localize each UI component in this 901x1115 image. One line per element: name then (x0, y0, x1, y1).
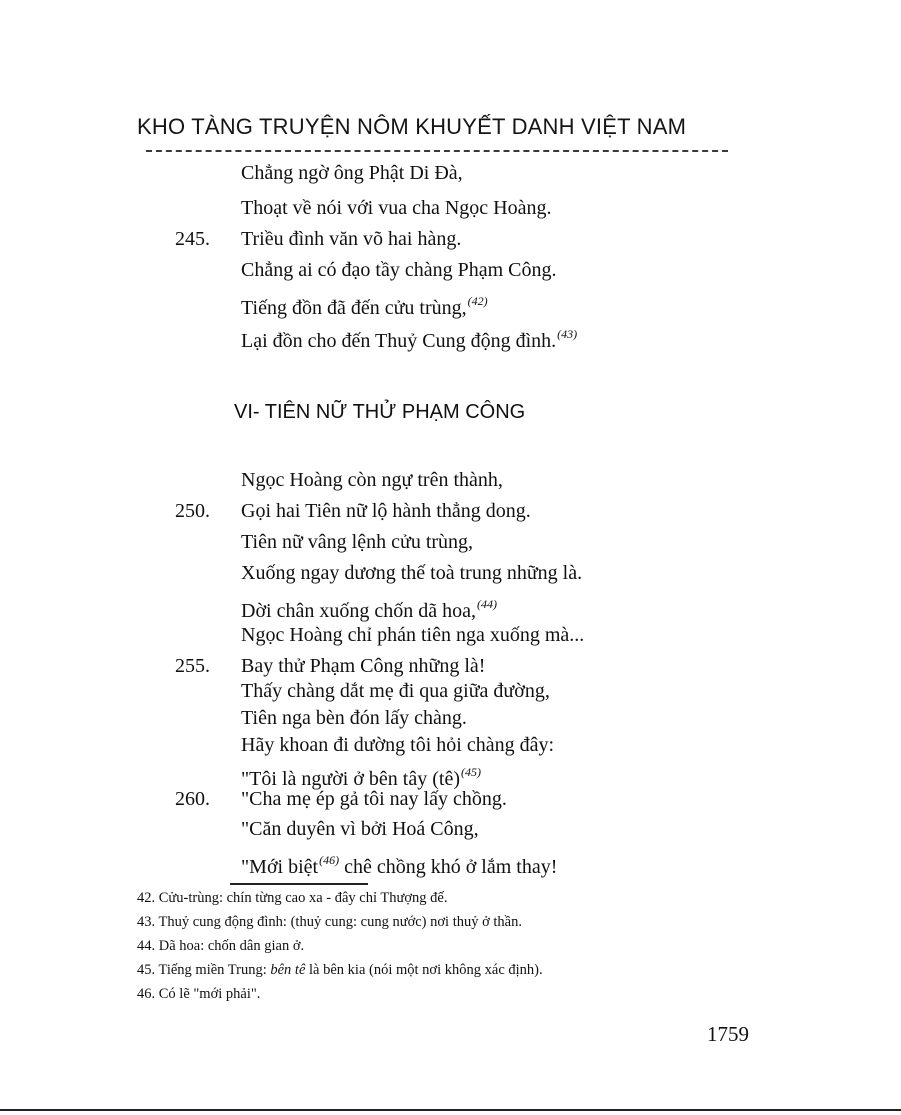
verse-line (0, 224, 901, 255)
footnote: 44. Dã hoa: chốn dân gian ở. (137, 938, 305, 954)
verse-line (0, 286, 901, 317)
verse-text: "Tôi là người ở bên tây (tê)$^{(45)}$ (241, 765, 481, 790)
verse-text: Chẳng ai có đạo tầy chàng Phạm Công. (241, 259, 557, 281)
verse-number: 260. (175, 788, 210, 810)
footnote-ref: (44) (476, 597, 497, 611)
verse-line (0, 527, 901, 558)
verse-text: Ngọc Hoàng còn ngự trên thành, (241, 469, 503, 491)
verse-text: Xuống ngay dương thế toà trung những là. (241, 562, 583, 584)
verse-line (0, 496, 901, 527)
verse-text: Triều đình văn võ hai hàng. (241, 228, 462, 250)
verse-text: Bay thử Phạm Công những là! (241, 655, 486, 677)
section-title: VI- TIÊN NỮ THỬ PHẠM CÔNG (234, 401, 526, 423)
footnote-ref: (43) (557, 327, 578, 341)
verse-line (0, 255, 901, 286)
verse-text: Lại đồn cho đến Thuỷ Cung động đình.$^{(43)}$ (241, 327, 578, 352)
verse-line (0, 620, 901, 651)
footnote-ref: (46) (319, 853, 340, 867)
verse-number: 250. (175, 500, 210, 522)
page-bottom-border (0, 1109, 901, 1111)
verse-text: Hãy khoan đi dường tôi hỏi chàng đây: (241, 734, 555, 756)
verse-text: Thấy chàng dắt mẹ đi qua giữa đường, (241, 680, 550, 702)
footnote: 42. Cửu-trùng: chín từng cao xa - đây chỉ Thượng đế. (137, 890, 448, 906)
verse-text: "Cha mẹ ép gả tôi nay lấy chồng. (241, 788, 507, 810)
footnote: 46. Có lẽ "mới phải". (137, 986, 261, 1002)
verse-text: Tiên nga bèn đón lấy chàng. (241, 707, 467, 729)
verse-text: Tiếng đồn đã đến cửu trùng,$^{(42)}$ (241, 294, 488, 319)
footnote: 43. Thuỷ cung động đình: (thuỷ cung: cung nước) nơi thuỷ ở thần. (137, 914, 522, 930)
verse-text: Thoạt về nói với vua cha Ngọc Hoàng. (241, 197, 552, 219)
verse-number: 255. (175, 655, 210, 677)
verse-text: Dời chân xuống chốn dã hoa,$^{(44)}$ (241, 597, 497, 622)
footnote-divider (230, 883, 368, 885)
verse-text: Gọi hai Tiên nữ lộ hành thẳng dong. (241, 500, 531, 522)
header-divider (146, 150, 728, 152)
footnote: 45. Tiếng miền Trung: bên tê là bên kia (nói một nơi không xác định). (137, 962, 543, 978)
verse-line (0, 465, 901, 496)
verse-line (0, 589, 901, 620)
verse-line (0, 319, 901, 350)
verse-line (0, 784, 901, 815)
page-number: 1759 (707, 1022, 749, 1046)
running-header: KHO TÀNG TRUYỆN NÔM KHUYẾT DANH VIỆT NAM (137, 114, 687, 139)
verse-line (0, 814, 901, 845)
verse-text: Tiên nữ vâng lệnh cửu trùng, (241, 531, 474, 553)
verse-text: "Căn duyên vì bởi Hoá Công, (241, 818, 479, 840)
verse-line (0, 158, 901, 189)
verse-line (0, 558, 901, 589)
verse-text: Ngọc Hoàng chỉ phán tiên nga xuống mà... (241, 624, 585, 646)
verse-text: "Mới biệt$^{(46)}$ chê chồng khó ở lắm thay! (241, 853, 558, 878)
verse-line (0, 845, 901, 876)
verse-line (0, 193, 901, 224)
verse-number: 245. (175, 228, 210, 250)
footnote-ref: (45) (460, 765, 481, 779)
verse-text: Chẳng ngờ ông Phật Di Đà, (241, 162, 463, 184)
footnote-ref: (42) (467, 294, 488, 308)
